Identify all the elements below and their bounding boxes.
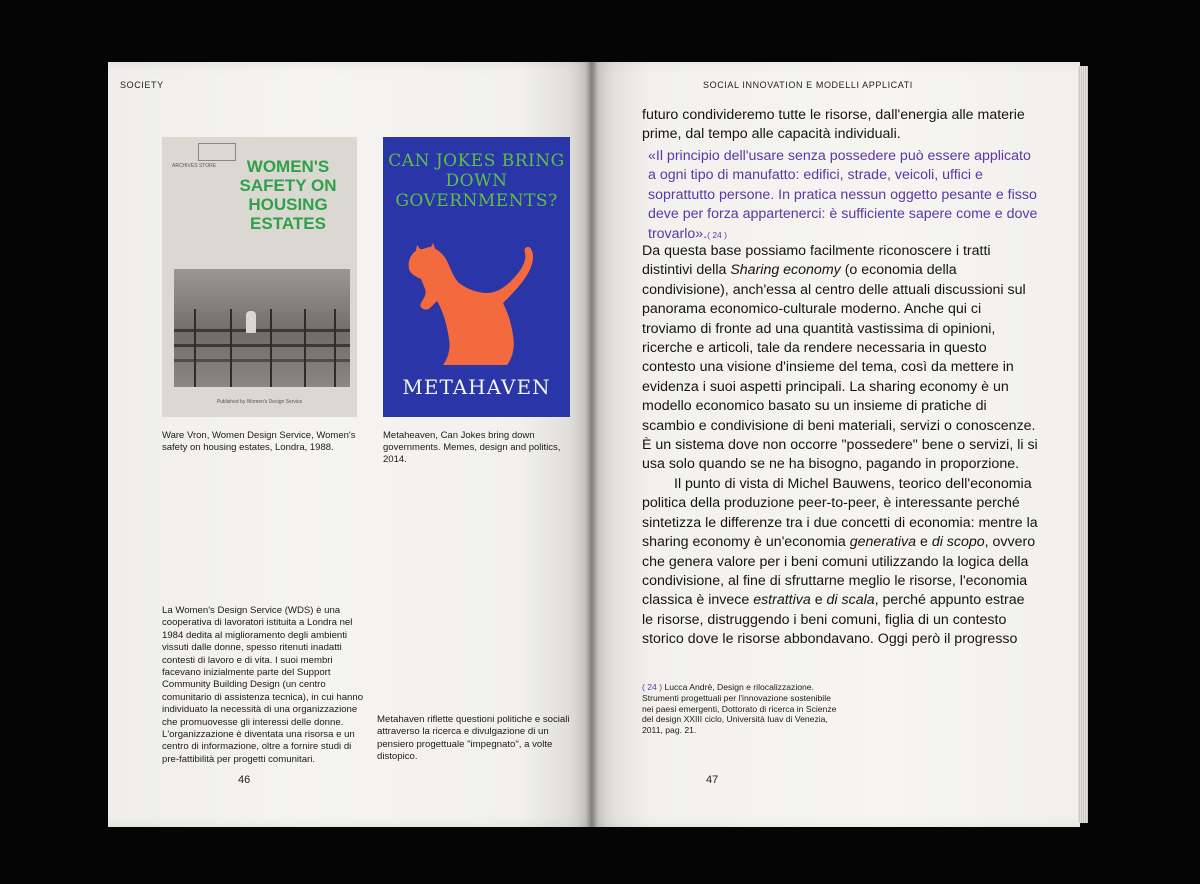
para2-emphasis-3: estrattiva — [753, 592, 811, 609]
person-figure — [246, 311, 256, 333]
main-text — [642, 242, 1038, 650]
para2-text-c: , perché appunto estrae le risorse, distruggendo i beni comuni, figlia di un contesto storico dove le risorse abbondavano. Oggi però il progresso — [642, 592, 1025, 648]
poster-womens-safety — [162, 137, 357, 417]
intro-paragraph: futuro condivideremo tutte le risorse, dall'energia alle materie prime, dal tempo alle capacità individuali. — [642, 107, 1025, 143]
para2-emphasis-1: generativa — [849, 534, 917, 551]
housing-estate-photo — [174, 269, 350, 387]
paragraph-bauwens — [642, 475, 1038, 650]
para2-emphasis-2: di scopo — [931, 534, 985, 551]
page-edges — [1078, 66, 1088, 823]
caption-figure2: Metaheaven, Can Jokes bring down governments. Memes, design and politics, 2014. — [383, 430, 561, 465]
metahaven-paragraph: Metahaven riflette questioni politiche e sociali attraverso la ricerca e divulgazione di un pensiero progettuale "impegnato", a volte distopico. — [377, 714, 570, 763]
archive-tag: ARCHIVES STORE — [172, 163, 217, 169]
page-number-left: 46 — [238, 774, 251, 786]
running-head-right: SOCIAL INNOVATION E MODELLI APPLICATI — [703, 80, 913, 90]
footnote — [642, 682, 842, 736]
poster-metahaven — [383, 137, 570, 417]
quote-reference: ( 24 ) — [707, 229, 727, 240]
para1-text-a: Da questa base possiamo facilmente riconoscere i tratti distintivi della — [642, 243, 991, 279]
poster-credit: Published by Women's Design Service — [216, 399, 303, 405]
quote-text: «Il principio dell'usare senza possedere può essere applicato a ogni tipo di manufatto: edifici, strade, veicoli, uffici e soprattutto persone. In pratica nessun oggetto pesante e fisso deve per forza appartenerci: è sufficiente sapere come e dove trovarlo». — [648, 148, 1038, 242]
page-number-right: 47 — [706, 774, 719, 786]
poster-brand-metahaven: METAHAVEN — [402, 375, 551, 399]
para2-and-1: e — [916, 534, 932, 551]
para2-text-a: Il punto di vista di Michel Bauwens, teorico dell'economia politica della produzione peer-to-peer, è interessante perché sintetizza le differenze tra i due concetti di economia: mentre la sharing economy è un'economia — [642, 475, 1038, 551]
block-quote — [648, 147, 1041, 245]
paragraph-sharing-economy — [642, 242, 1038, 475]
para2-text-b: , ovvero che genera valore per i beni comuni utilizzando la logica della condivisione, al fine di sfruttarne meglio le risorse, l'economia classica è invece — [642, 534, 1036, 609]
footnote-number: ( 24 ) — [642, 682, 663, 692]
book-gutter — [586, 62, 598, 827]
poster-title-womens-safety: WOMEN'S SAFETY ON HOUSING ESTATES — [239, 157, 337, 233]
para1-emphasis: Sharing economy — [730, 262, 841, 279]
cat-icon — [403, 241, 553, 371]
wds-paragraph: La Women's Design Service (WDS) è una cooperativa di lavoratori istituita a Londra nel 1984 dedita al miglioramento degli ambienti vissuti dalle donne, spesso ritenuti inadatti contesti di lavoro e di vita. I suoi membri facevano inizialmente parte del Support Community Building Design (un centro comunitario di assistenza tecnica), in cui hanno individuato la necessità di una organizzazione che promuovesse gli interessi delle donne. L'organizzazione è diventata una risorsa e un centro di informazione, oltre a fornire studi di pre-fattibilità per progetti comunitari. — [162, 605, 364, 765]
para2-and-2: e — [810, 592, 827, 609]
poster-title-can-jokes: CAN JOKES BRING DOWN GOVERNMENTS? — [388, 151, 565, 211]
para1-text-b: (o economia della condivisione), anch'essa al centro delle attuali discussioni sul panorama economico-culturale moderno. Anche qui ci troviamo di fronte ad una quantità vastissima di opinioni, ricerche e articoli, tale da rendere necessaria in questo contesto una visione d'insieme del tema, così da mettere in evidenza i suoi aspetti principali. La sharing economy è un modello economico basato su un insieme di pratiche di scambio e condivisione di beni materiali, servizi o conoscenze. È un sistema dove non occorre "possedere" bene o servizi, li si usa solo quando se ne ha bisogno, pagando in proporzione. — [642, 262, 1038, 473]
footnote-text: Lucca Andrè, Design e rilocalizzazione. Strumenti progettuali per l'innovazione sostenibile nei paesi emergenti, Dottorato di ricerca in Scienze del design XXIII ciclo, Università Iuav di Venezia, 2011, pag. 21. — [642, 682, 837, 736]
caption-figure1: Ware Vron, Women Design Service, Women's safety on housing estates, Londra, 1988. — [162, 430, 356, 453]
running-head-left: SOCIETY — [120, 80, 164, 90]
para2-emphasis-4: di scala — [826, 592, 875, 609]
